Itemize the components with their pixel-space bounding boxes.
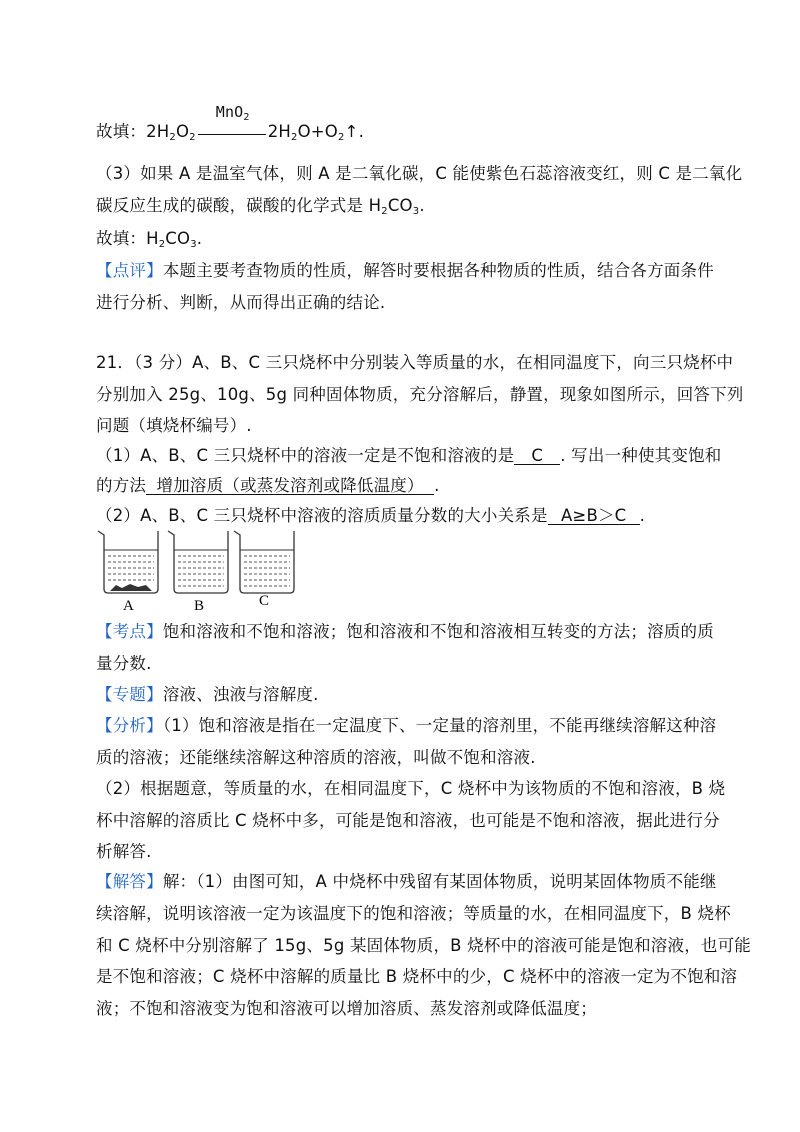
text: 的方法 bbox=[96, 476, 147, 495]
subscript: 3 bbox=[412, 206, 420, 217]
text: （1）饱和溶液是指在一定温度下、一定量的溶剂里，不能再继续溶解这种溶 bbox=[162, 716, 717, 735]
beaker-b bbox=[168, 531, 228, 614]
q21-line3: 问题（填烧杯编号）. bbox=[96, 416, 252, 435]
text: . bbox=[639, 506, 646, 525]
subscript: 2 bbox=[381, 206, 388, 217]
subscript: 2 bbox=[291, 132, 298, 143]
part3-line1: （3）如果 A 是温室气体，则 A 是二氧化碳，C 能使紫色石蕊溶液变红，则 C 是二氧化 bbox=[96, 164, 743, 183]
eq-text: O+O bbox=[297, 122, 338, 141]
q1-line bbox=[96, 442, 721, 466]
fenxi-line4: 杯中溶解的溶质比 C 烧杯中多，可能是饱和溶液，也可能是不饱和溶液，据此进行分 bbox=[96, 811, 720, 830]
fenxi-line1 bbox=[96, 712, 716, 736]
fenxi-line3: （2）根据题意，等质量的水，在相同温度下，C 烧杯中为该物质的不饱和溶液，B 烧 bbox=[96, 779, 726, 798]
beaker-a bbox=[98, 531, 158, 614]
text: . 写出一种使其变饱和 bbox=[560, 446, 722, 465]
text: 溶液、浊液与溶解度. bbox=[162, 685, 319, 704]
review-line1 bbox=[96, 257, 714, 281]
subscript: 2 bbox=[189, 132, 196, 143]
text: . bbox=[419, 196, 425, 215]
beaker-label: B bbox=[194, 598, 205, 614]
text: 本题主要考查物质的性质，解答时要根据各种物质的性质，结合各方面条件 bbox=[162, 261, 714, 280]
jieda-line3: 和 C 烧杯中分别溶解了 15g、5g 某固体物质，B 烧杯中的溶液可能是饱和溶液，也可能 bbox=[96, 936, 752, 955]
catalyst-arrow bbox=[196, 103, 268, 137]
q21-line1: 21．（3 分）A、B、C 三只烧杯中分别装入等质量的水，在相同温度下，向三只烧杯中 bbox=[96, 353, 734, 372]
beakers-figure bbox=[96, 525, 296, 615]
part3-line2 bbox=[96, 192, 425, 217]
text: CO bbox=[165, 229, 191, 248]
subscript: 2 bbox=[243, 112, 250, 123]
answer-blank: 增加溶质（或蒸发溶剂或降低温度） bbox=[146, 477, 434, 495]
text: 解：（1）由图可知，A 中烧杯中残留有某固体物质，说明某固体物质不能继 bbox=[162, 872, 717, 891]
jieda-line2: 续溶解，说明该溶液一定为该温度下的饱和溶液；等质量的水，在相同温度下，B 烧杯 bbox=[96, 904, 731, 923]
kaodian-tag: 【考点】 bbox=[96, 622, 163, 641]
jieda-tag: 【解答】 bbox=[96, 872, 163, 891]
eq-text: 故填：2H bbox=[96, 122, 170, 141]
text: 饱和溶液和不饱和溶液；饱和溶液和不饱和溶液相互转变的方法；溶质的质 bbox=[162, 622, 714, 641]
kaodian-line1 bbox=[96, 618, 714, 642]
q1b-line bbox=[96, 472, 440, 496]
q2-line bbox=[96, 502, 645, 526]
review-line2: 进行分析、判断，从而得出正确的结论. bbox=[96, 293, 386, 312]
fenxi-tag: 【分析】 bbox=[96, 716, 163, 735]
eq-text: 2H bbox=[267, 122, 292, 141]
answer-blank: C bbox=[514, 447, 560, 465]
subscript: 2 bbox=[169, 132, 176, 143]
text: . bbox=[434, 476, 440, 495]
catalyst-label: MnO bbox=[215, 103, 244, 121]
eq-text: O bbox=[175, 122, 190, 141]
subscript: 2 bbox=[338, 132, 345, 143]
beaker-c bbox=[234, 531, 294, 609]
beaker-label: C bbox=[259, 593, 270, 609]
fill-answer-2 bbox=[96, 225, 202, 250]
beaker-label: A bbox=[123, 598, 134, 614]
jieda-line1 bbox=[96, 868, 717, 892]
fenxi-line2: 质的溶液；还能继续溶解这种溶质的溶液，叫做不饱和溶液. bbox=[96, 748, 536, 767]
jieda-line5: 液；不饱和溶液变为饱和溶液可以增加溶质、蒸发溶剂或降低温度； bbox=[96, 999, 597, 1018]
review-tag: 【点评】 bbox=[96, 261, 163, 280]
fenxi-line5: 析解答. bbox=[96, 842, 152, 861]
q21-line2: 分别加入 25g、10g、5g 同种固体物质，充分溶解后，静置，现象如图所示，回答下列 bbox=[96, 385, 744, 404]
kaodian-line2: 量分数. bbox=[96, 654, 152, 673]
answer-blank: A≥B＞C bbox=[548, 507, 640, 525]
subscript: 2 bbox=[158, 239, 166, 250]
text: 碳反应生成的碳酸，碳酸的化学式是 H bbox=[96, 196, 382, 215]
text: CO bbox=[387, 196, 413, 215]
text: （2）A、B、C 三只烧杯中溶液的溶质质量分数的大小关系是 bbox=[96, 506, 548, 525]
zhuanti-tag: 【专题】 bbox=[96, 685, 163, 704]
jieda-line4: 是不饱和溶液；C 烧杯中溶解的质量比 B 烧杯中的少，C 烧杯中的溶液一定为不饱和溶 bbox=[96, 967, 738, 986]
fill-answer-equation bbox=[96, 103, 365, 143]
text: 故填：H bbox=[96, 229, 159, 248]
zhuanti-line bbox=[96, 681, 319, 705]
text: （1）A、B、C 三只烧杯中的溶液一定是不饱和溶液的是 bbox=[96, 446, 515, 465]
subscript: 3 bbox=[190, 239, 197, 250]
eq-text: ↑. bbox=[344, 122, 365, 141]
text: . bbox=[196, 229, 203, 248]
